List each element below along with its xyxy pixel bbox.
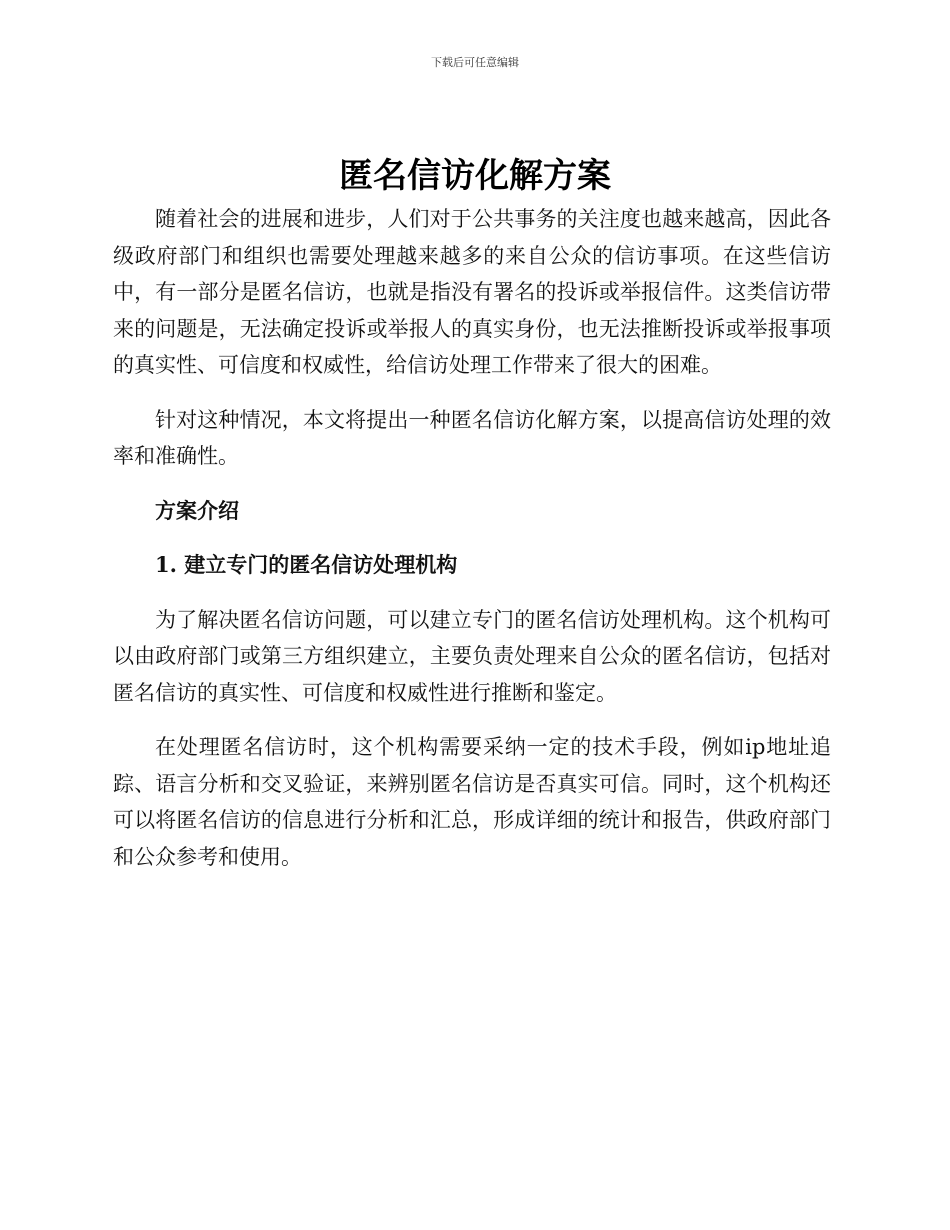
technique-paragraph: 在处理匿名信访时，这个机构需要采纳一定的技术手段，例如ip地址追踪、语言分析和交叉验证，来辨别匿名信访是否真实可信。同时，这个机构还可以将匿名信访的信息进行分析和汇总，形成详细的统计和报告，供政府部门和公众参考和使用。 [113,735,831,869]
document-title: 匿名信访化解方案 [339,156,611,196]
header-note: 下载后可任意编辑 [431,56,519,69]
subsection-heading: 1. 建立专门的匿名信访处理机构 [155,552,458,577]
section-heading: 方案介绍 [155,497,239,523]
document-body [113,201,831,875]
purpose-paragraph: 针对这种情况，本文将提出一种匿名信访化解方案，以提高信访处理的效率和准确性。 [113,407,831,468]
intro-paragraph: 随着社会的进展和进步，人们对于公共事务的关注度也越来越高，因此各级政府部门和组织也需要处理越来越多的来自公众的信访事项。在这些信访中，有一部分是匿名信访，也就是指没有署名的投诉或举报信件。这类信访带来的问题是，无法确定投诉或举报人的真实身份，也无法推断投诉或举报事项的真实性、可信度和权威性，给信访处理工作带来了很大的困难。 [113,207,831,377]
institution-paragraph: 为了解决匿名信访问题，可以建立专门的匿名信访处理机构。这个机构可以由政府部门或第三方组织建立，主要负责处理来自公众的匿名信访，包括对匿名信访的真实性、可信度和权威性进行推断和鉴定。 [113,607,831,705]
